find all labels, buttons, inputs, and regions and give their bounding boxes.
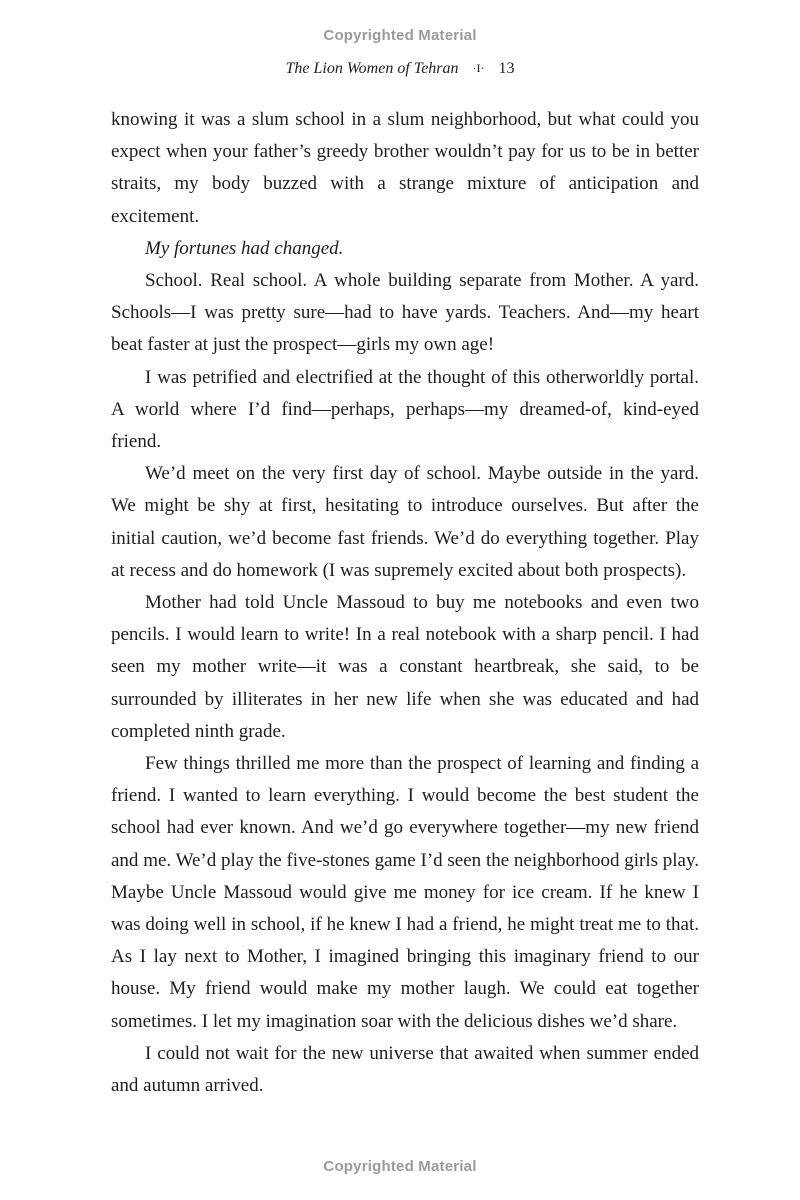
copyright-watermark-bottom: Copyrighted Material xyxy=(323,1158,477,1175)
paragraph: School. Real school. A whole building separate from Mother. A yard. Schools—I was pretty sure—had to have yards. Teachers. And—my heart beat faster at just the prospect—girls my own age! xyxy=(111,270,699,356)
paragraph: knowing it was a slum school in a slum neighborhood, but what could you expect when your father’s greedy brother wouldn’t pay for us to be in better straits, my body buzzed with a strange mixture of anticipation and excitement. xyxy=(111,109,699,227)
paragraph: I could not wait for the new universe that awaited when summer ended and autumn arrived. xyxy=(111,1042,699,1097)
book-title: The Lion Women of Tehran xyxy=(285,60,459,77)
ornament: ·I· xyxy=(472,61,485,75)
paragraph: We’d meet on the very first day of school. Maybe outside in the yard. We might be shy at first, hesitating to introduce ourselves. But after the initial caution, we’d become fast friends. We’d do everything together. Play at recess and do homework (I was supremely excited about both prospects). xyxy=(111,463,699,581)
copyright-watermark-top: Copyrighted Material xyxy=(323,27,477,44)
paragraph: Few things thrilled me more than the prospect of learning and finding a friend. I wanted to learn everything. I would become the best student the school had ever known. And we’d go everywhere together—my new friend and me. We’d play the five-stones game I’d seen the neighborhood girls play. Maybe Uncle Massoud would give me money for ice cream. If he knew I was doing well in school, if he knew I had a friend, he might treat me to that. As I lay next to Mother, I imagined bringing this imaginary friend to our house. My friend would make my mother laugh. We could eat together sometimes. I let my imagination soar with the delicious dishes we’d share. xyxy=(111,753,699,1032)
paragraph: My fortunes had changed. xyxy=(145,237,344,259)
paragraph: Mother had told Uncle Massoud to buy me notebooks and even two pencils. I would learn to write! In a real notebook with a sharp pencil. I had seen my mother write—it was a constant heartbreak, she said, to be surrounded by illiterates in her new life when she was educated and had completed ninth grade. xyxy=(111,592,699,742)
body-text xyxy=(111,104,699,1102)
paragraph: I was petrified and electrified at the thought of this otherworldly portal. A world where I’d find—perhaps, perhaps—my dreamed-of, kind-eyed friend. xyxy=(111,366,699,453)
running-header xyxy=(0,60,800,78)
page-number: 13 xyxy=(498,60,515,77)
